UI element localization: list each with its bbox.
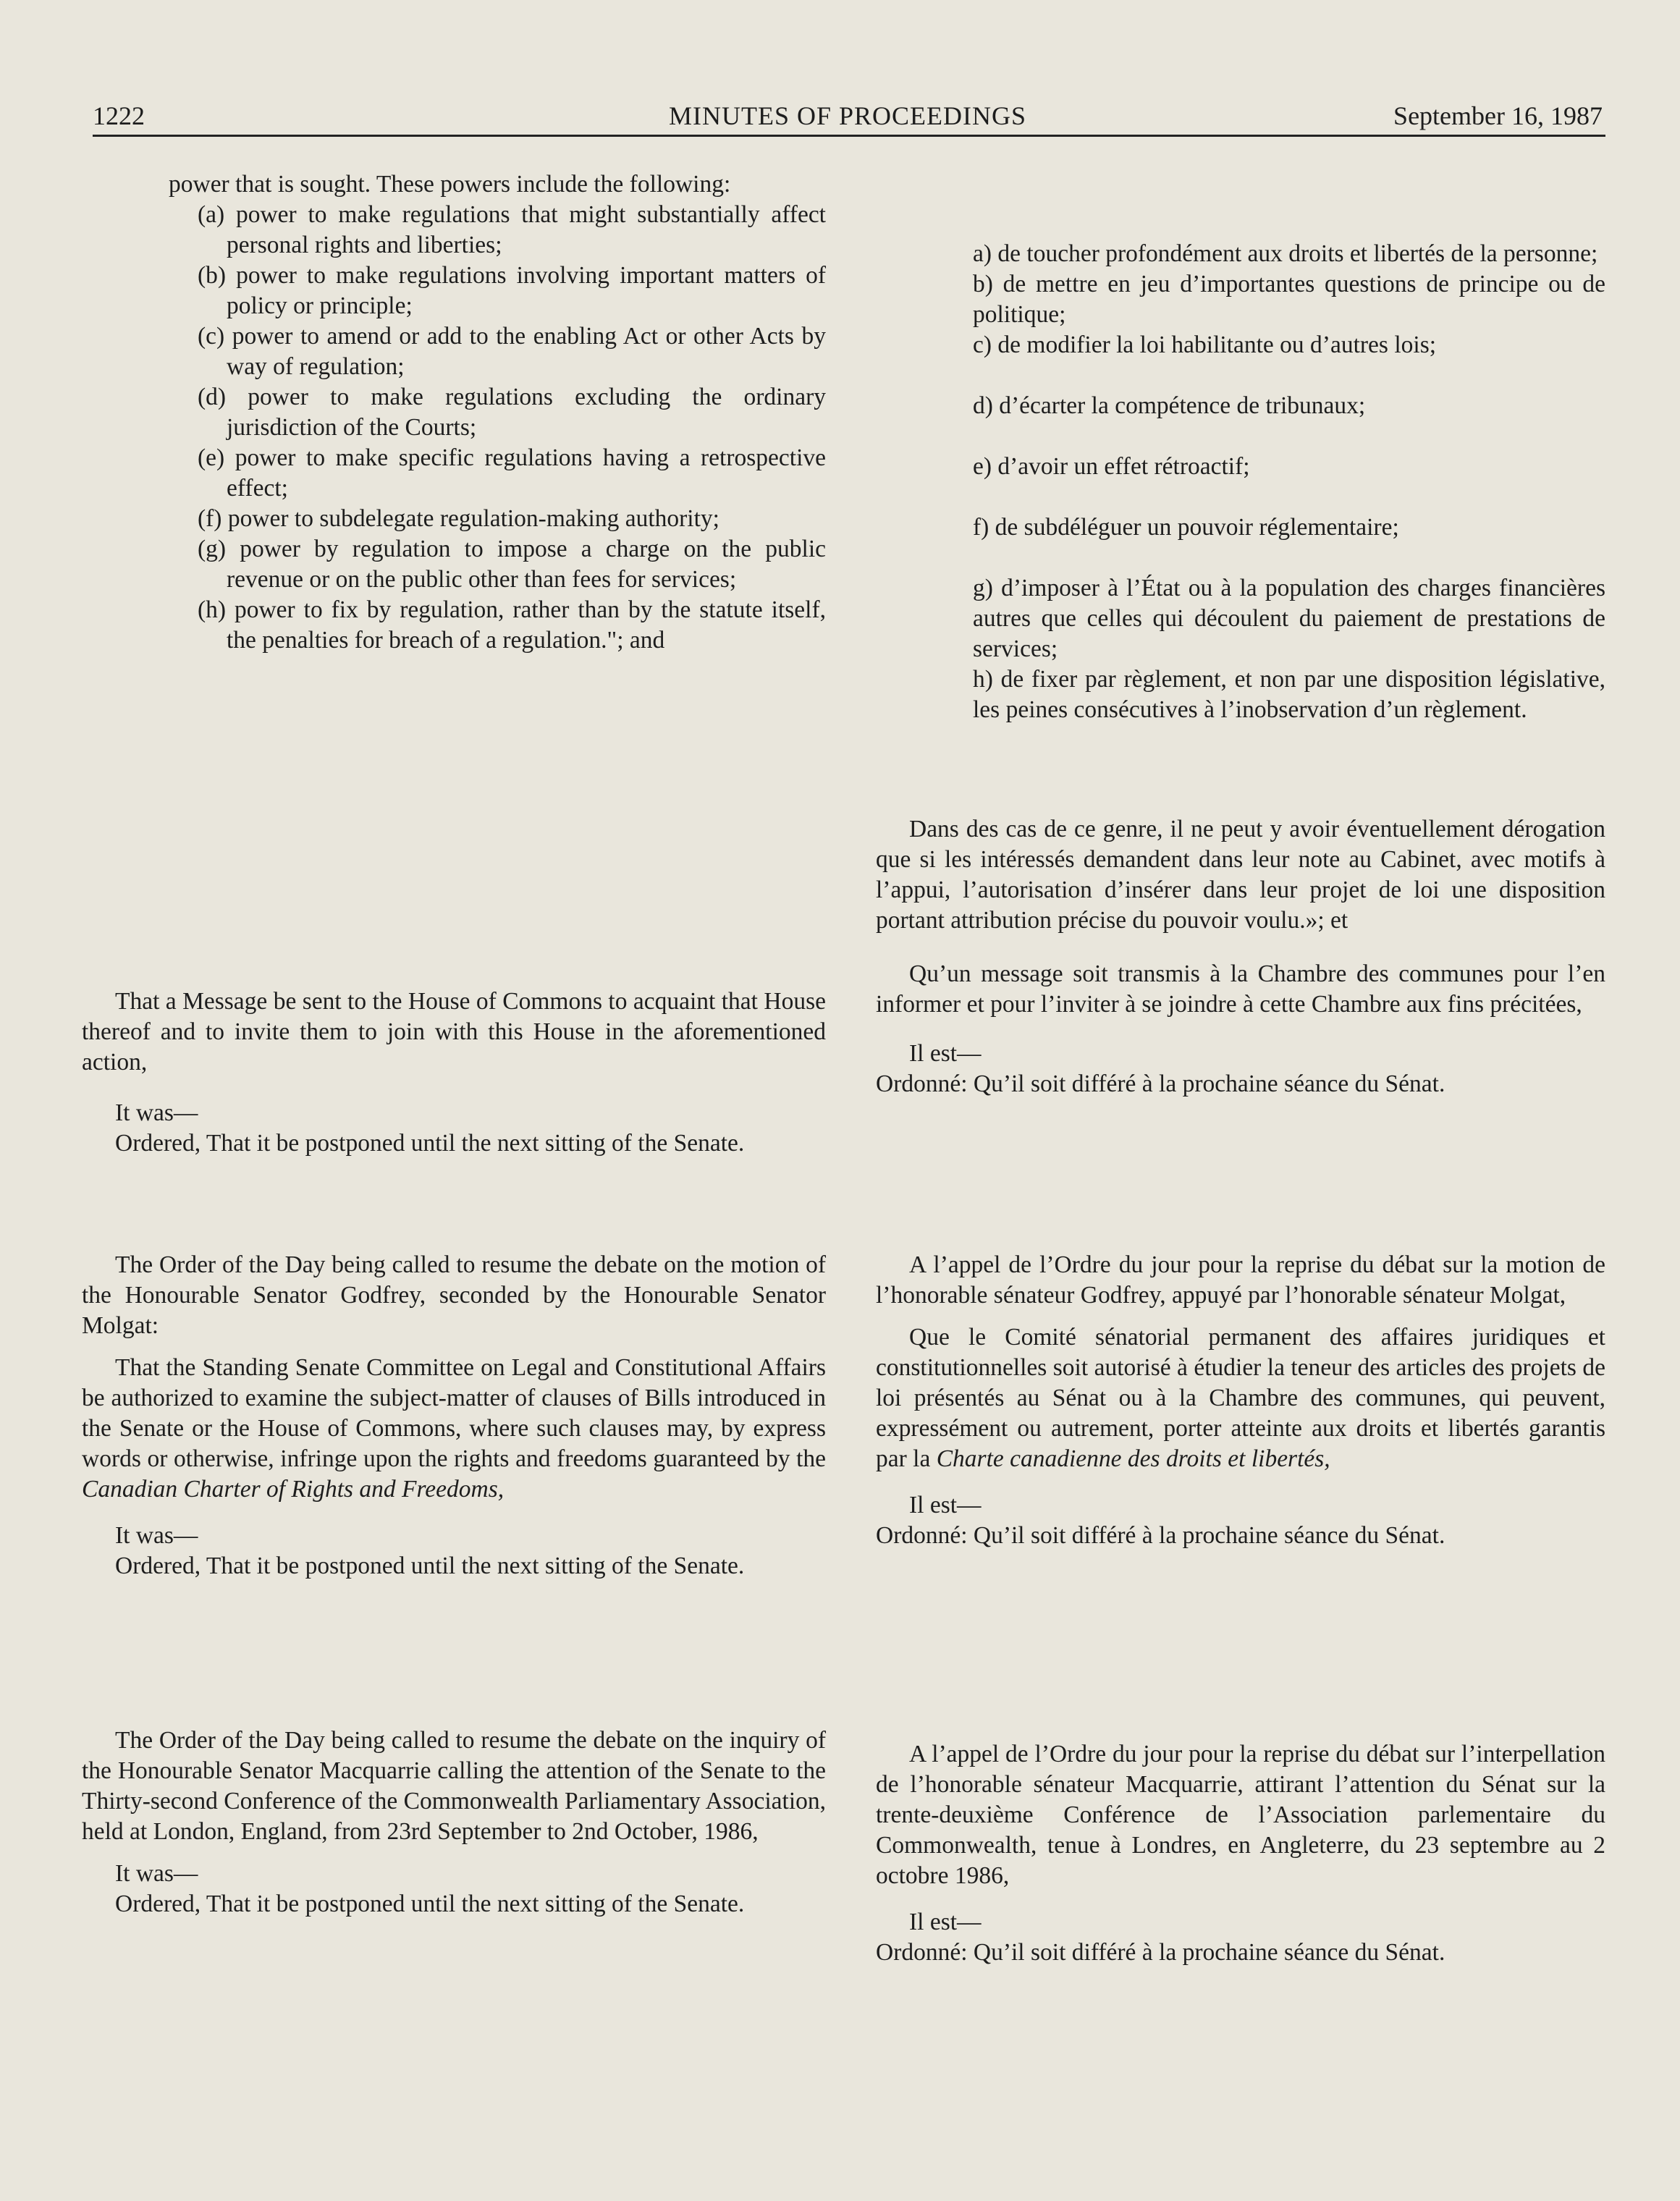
en-ordered-3: Ordered, That it be postponed until the next sitting of the Senate. (115, 1891, 745, 1917)
fr-order2-intro: A l’appel de l’Ordre du jour pour la reprise du débat sur la motion de l’honorable sénateur Godfrey, appuyé par l’honorable sénateur Molgat, (876, 1251, 1605, 1309)
header-rule (93, 135, 1605, 137)
fr-power-c: c) de modifier la loi habilitante ou d’autres lois; (973, 331, 1437, 358)
fr-derogation-block (876, 814, 1605, 1099)
en-power-d: (d) power to make regulations excluding the ordinary jurisdiction of the Courts; (198, 384, 826, 441)
fr-ordonne-1: Ordonné: Qu’il soit différé à la prochaine séance du Sénat. (876, 1070, 1445, 1097)
fr-order2-motion (876, 1322, 1605, 1474)
fr-il-est-2: Il est— (909, 1492, 982, 1518)
fr-message: Qu’un message soit transmis à la Chambre des communes pour l’en informer et pour l’inviter à se joindre à cette Chambre aux fins précitées, (876, 960, 1605, 1018)
en-ordered-1: Ordered, That it be postponed until the next sitting of the Senate. (115, 1130, 745, 1157)
en-ordered-2: Ordered, That it be postponed until the next sitting of the Senate. (115, 1552, 745, 1579)
fr-powers-block (876, 239, 1605, 725)
en-order3-intro: The Order of the Day being called to resume the debate on the inquiry of the Honourable Senator Macquarrie calling the attention of the Senate to the Thirty-second Conference of the Commonwealth Parliamentary Association, held at London, England, from 23rd September to 2nd October, 1986, (82, 1727, 826, 1845)
page-date: September 16, 1987 (1393, 101, 1603, 130)
page-header (93, 100, 1603, 138)
en-order2-motion-text: That the Standing Senate Committee on Legal and Constitutional Affairs be authorized to examine the subject-matter of clauses of Bills introduced in the Senate or the House of Commons, where such clauses may, by express words or otherwise, infringe upon the rights and freedoms guaranteed by the (82, 1354, 826, 1472)
fr-il-est-1: Il est— (909, 1040, 982, 1067)
en-it-was-3: It was— (115, 1860, 198, 1887)
en-message: That a Message be sent to the House of Commons to acquaint that House thereof and to invite them to join with this House in the aforementioned action, (82, 988, 826, 1076)
fr-order2-motion-text: Que le Comité sénatorial permanent des affaires juridiques et constitutionnelles soit autorisé à étudier la teneur des articles des projets de loi présentés au Sénat ou à la Chambre des communes, qui peuvent, expressément ou autrement, porter atteinte aux droits et libertés garantis par la (876, 1324, 1605, 1472)
fr-il-est-3: Il est— (909, 1909, 982, 1935)
fr-power-b: b) de mettre en jeu d’importantes questions de principe ou de politique; (973, 271, 1605, 328)
en-it-was-1: It was— (115, 1099, 198, 1126)
en-power-a: (a) power to make regulations that might substantially affect personal rights and liberties; (198, 201, 826, 258)
en-power-g: (g) power by regulation to impose a charge on the public revenue or on the public other than fees for services; (198, 536, 826, 593)
fr-ordonne-2: Ordonné: Qu’il soit différé à la prochaine séance du Sénat. (876, 1522, 1445, 1549)
fr-power-f: f) de subdéléguer un pouvoir réglementaire; (973, 514, 1399, 541)
en-order2-motion (82, 1353, 826, 1505)
fr-power-e: e) d’avoir un effet rétroactif; (973, 453, 1250, 480)
fr-power-d: d) d’écarter la compétence de tribunaux; (973, 392, 1366, 419)
en-message-block (82, 987, 826, 1159)
en-power-c: (c) power to amend or add to the enabling Act or other Acts by way of regulation; (198, 323, 826, 380)
fr-charter-title: Charte canadienne des droits et libertés, (936, 1445, 1330, 1472)
fr-order3-block (876, 1739, 1605, 1968)
en-order2-block (82, 1250, 826, 1581)
en-power-h: (h) power to fix by regulation, rather than by the statute itself, the penalties for breach of a regulation."; and (198, 596, 826, 654)
page-number: 1222 (93, 101, 145, 130)
fr-ordonne-3: Ordonné: Qu’il soit différé à la prochaine séance du Sénat. (876, 1939, 1445, 1966)
en-powers-block (82, 169, 826, 656)
fr-power-g: g) d’imposer à l’État ou à la population des charges financières autres que celles qui découlent du paiement de prestations de services; (973, 575, 1605, 662)
en-charter-title: Canadian Charter of Rights and Freedoms, (82, 1476, 505, 1503)
fr-order2-block (876, 1250, 1605, 1551)
fr-power-h: h) de fixer par règlement, et non par une disposition législative, les peines consécutives à l’inobservation d’un règlement. (973, 666, 1605, 723)
en-power-e: (e) power to make specific regulations having a retrospective effect; (198, 444, 826, 502)
en-order3-block (82, 1725, 826, 1919)
en-it-was-2: It was— (115, 1522, 198, 1549)
en-intro: power that is sought. These powers include the following: (169, 171, 731, 198)
running-title: MINUTES OF PROCEEDINGS (668, 101, 1027, 130)
fr-power-a: a) de toucher profondément aux droits et libertés de la personne; (973, 240, 1598, 267)
fr-derogation: Dans des cas de ce genre, il ne peut y avoir éventuellement dérogation que si les intéressés demandent dans leur note au Cabinet, avec motifs à l’appui, l’autorisation d’insérer dans leur projet de loi une disposition portant attribution précise du pouvoir voulu.»; et (876, 816, 1605, 934)
fr-order3-intro: A l’appel de l’Ordre du jour pour la reprise du débat sur l’interpellation de l’honorable sénateur Macquarrie, attirant l’attention du Sénat sur la trente-deuxième Conférence de l’Association parlementaire du Commonwealth, tenue à Londres, en Angleterre, du 23 septembre au 2 octobre 1986, (876, 1741, 1605, 1889)
en-power-f: (f) power to subdelegate regulation-making authority; (198, 505, 719, 532)
en-order2-intro: The Order of the Day being called to resume the debate on the motion of the Honourable Senator Godfrey, seconded by the Honourable Senator Molgat: (82, 1251, 826, 1339)
en-power-b: (b) power to make regulations involving important matters of policy or principle; (198, 262, 826, 319)
